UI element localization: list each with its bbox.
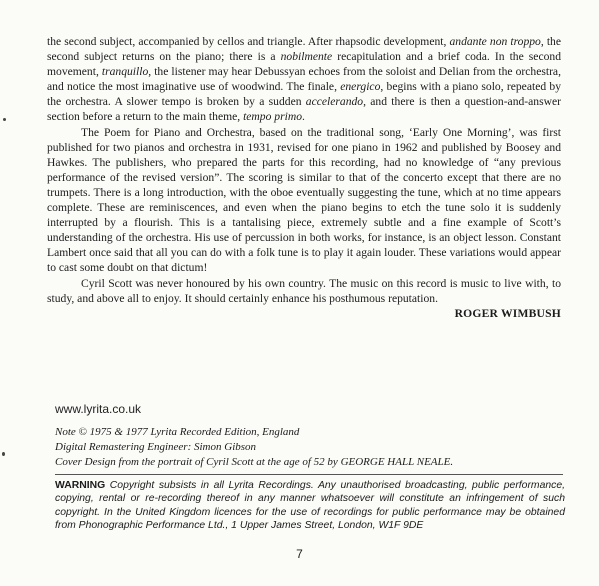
text-run: , the listener may hear Debussyan echoes from the soloist and Delian from the orchestra, and notice the most imaginative use of woodwind. The finale,: [47, 65, 561, 94]
warning-text: Copyright subsists in all Lyrita Recordings. Any unauthorised broadcasting, public performance, copying, rental or re-recording thereof in any manner whatsoever will constitute an infringement of such copyright. In the United Kingdom licences for the use of recordings for public performance may be obtained from Phonographic Performance Ltd., 1 Upper James Street, London, W1F 9DE: [55, 480, 565, 532]
author-signature: ROGER WIMBUSH: [454, 306, 561, 320]
liner-notes-paragraph-2: The Poem for Piano and Orchestra, based on the traditional song, ‘Early One Morning’, was first published for two pianos and orchestra in 1931, revised for one piano in 1962 and published by Boosey and Hawkes. The publishers, who prepared the parts for this recording, had no knowledge of “any previous performance of the revised version”. The scoring is similar to that of the concerto except that there are no trumpets. There is a long introduction, with the oboe eventually suggesting the tune, which at no time appears complete. These are reminiscences, and even when the piano begins to etch the tune solo it is suddenly interrupted by a flourish. This is a tantalising piece, extremely subtle and a fine example of Scott’s understanding of the orchestra. His use of percussion in both works, for instance, is an object lesson. Constant Lambert once said that all you can do with a folk tune is to play it again louder. These variations would appear to cast some doubt on that dictum!: [47, 125, 561, 275]
warning-label: WARNING: [55, 480, 106, 491]
italic-tempo-marking: tempo primo: [243, 110, 302, 124]
text-run: recapitulation and a brief coda. In the second movement,: [47, 50, 561, 79]
text-run: .: [302, 110, 305, 124]
credits-block: [55, 425, 565, 470]
website-link[interactable]: www.lyrita.co.uk: [55, 402, 142, 416]
credit-remastering-engineer: Digital Remastering Engineer: Simon Gibson: [55, 441, 257, 453]
divider-line: [55, 474, 563, 475]
italic-tempo-marking: energico: [340, 80, 381, 94]
italic-tempo-marking: accelerando: [305, 95, 364, 109]
italic-tempo-marking: tranquillo: [101, 65, 149, 79]
liner-notes: [47, 34, 561, 321]
text-run: , begins with a piano solo, repeated by the orchestra. A slower tempo is broken by a sudden: [47, 80, 561, 109]
scan-speck: [2, 452, 5, 456]
copyright-warning: [55, 479, 565, 533]
italic-tempo-marking: andante non troppo: [449, 35, 541, 48]
text-run: the second subject, accompanied by cellos and triangle. After rhapsodic development,: [47, 35, 450, 48]
italic-tempo-marking: nobilmente: [280, 50, 333, 64]
text-run: , and there is then a question-and-answer section before a return to the main theme,: [47, 95, 561, 124]
credit-cover-design: Cover Design from the portrait of Cyril Scott at the age of 52 by GEORGE HALL NEALE.: [55, 456, 454, 468]
liner-notes-paragraph-1: [47, 34, 561, 125]
liner-notes-paragraph-3: Cyril Scott was never honoured by his own country. The music on this record is music to live with, to study, and above all to enjoy. It should certainly enhance his posthumous reputation.: [47, 276, 561, 305]
text-run: , the second subject returns on the piano; there is a: [47, 35, 561, 64]
credit-copyright-note: Note © 1975 & 1977 Lyrita Recorded Edition, England: [55, 426, 300, 438]
page-number: 7: [296, 547, 303, 561]
scan-speck: [3, 118, 6, 121]
